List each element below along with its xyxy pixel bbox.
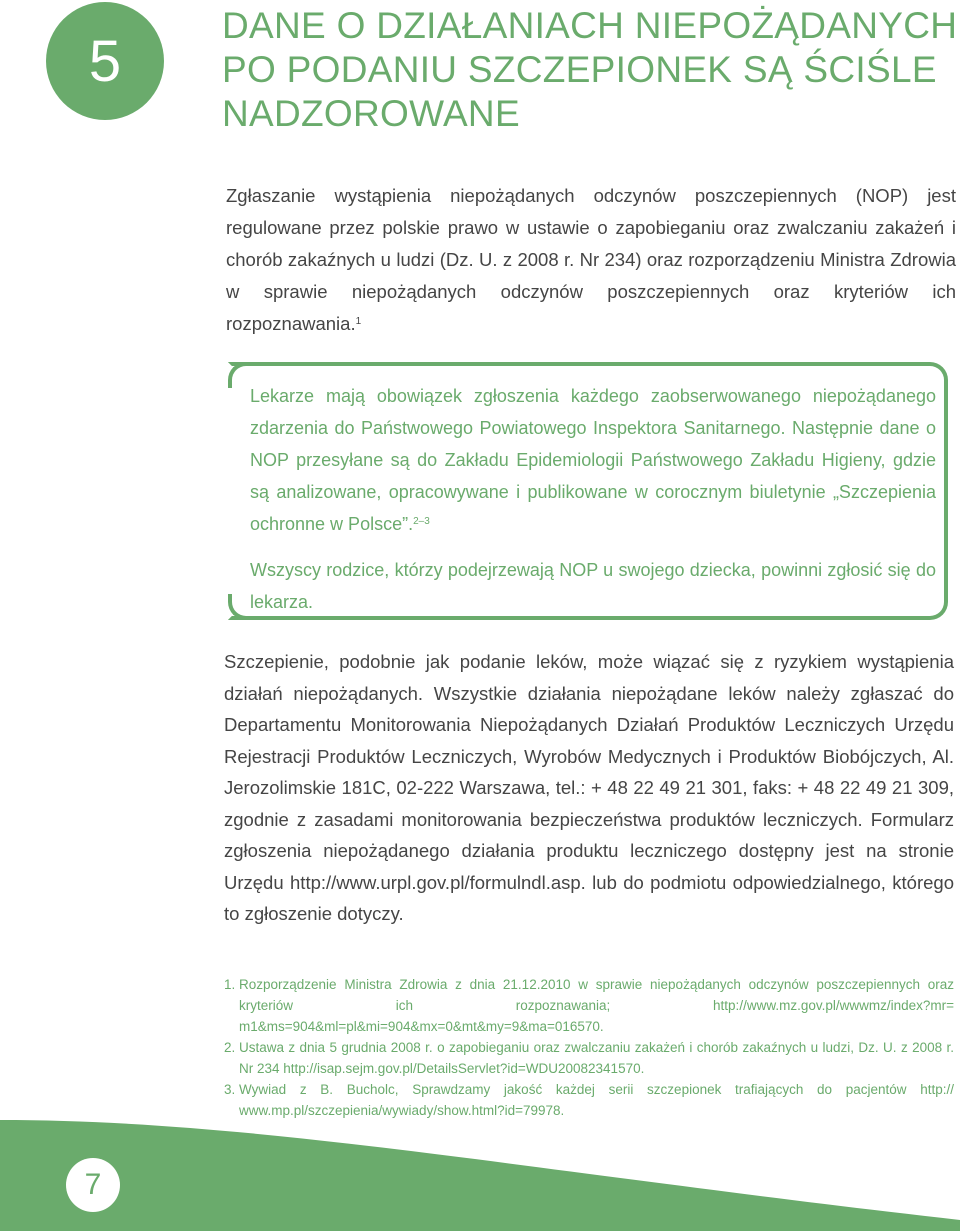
page-number-badge <box>66 1158 120 1212</box>
section-number: 5 <box>88 28 122 94</box>
title-line-3: NADZOROWANE <box>222 93 520 134</box>
box-paragraph-2: Wszyscy rodzice, którzy podejrzewają NOP u swojego dziecka, powinni zgłosić się do lekarza. <box>250 560 936 612</box>
title-line-1: DANE O DZIAŁANIACH NIEPOŻĄDANYCH <box>222 5 958 46</box>
section-title <box>222 4 958 136</box>
footer-wave <box>0 1100 960 1231</box>
footnotes <box>224 974 954 1121</box>
intro-footnote-ref: 1 <box>355 316 362 327</box>
intro-text: Zgłaszanie wystąpienia niepożądanych odczynów poszczepiennych (NOP) jest regulowane przez polskie prawo w ustawie o zapobieganiu oraz zwalczaniu zakażeń i chorób zakaźnych u ludzi (Dz. U. z 2008 r. Nr 234) oraz rozporządzeniu Ministra Zdrowia w sprawie niepożądanych odczynów poszczepiennych oraz kryteriów ich rozpoznawania. <box>226 185 956 334</box>
footnote-text: Wywiad z B. Bucholc, Sprawdzamy jakość każdej serii szczepionek trafiających do pacjentów http:// www.mp.pl/szczepienia/wywiady/show.html?id=79978. <box>239 1082 954 1118</box>
box-footnote-ref: 2–3 <box>413 516 430 527</box>
page-number: 7 <box>84 1168 102 1201</box>
footnote-number: 3. <box>224 1082 236 1097</box>
intro-paragraph <box>226 180 956 340</box>
box-paragraph-1-text: Lekarze mają obowiązek zgłoszenia każdego zaobserwowanego niepożądanego zdarzenia do Państwowego Powiatowego Inspektora Sanitarnego. Następnie dane o NOP przesyłane są do Zakładu Epidemiologii Państwowego Zakładu Higieny, gdzie są analizowane, opracowywane i publikowane w corocznym biuletynie „Szczepienia ochronne w Polsce”. <box>250 386 936 534</box>
footnote-item <box>224 1037 954 1079</box>
footer-wave-shape <box>0 1120 960 1231</box>
footnote-number: 1. <box>224 977 236 992</box>
section-number-badge <box>46 2 164 120</box>
title-line-2: PO PODANIU SZCZEPIONEK SĄ ŚCIŚLE <box>222 49 937 90</box>
footnote-number: 2. <box>224 1040 236 1055</box>
footnote-item <box>224 974 954 1037</box>
highlight-box-content <box>250 380 936 618</box>
footnote-text: Rozporządzenie Ministra Zdrowia z dnia 21.12.2010 w sprawie niepożądanych odczynów poszczepiennych oraz kryteriów ich rozpoznawania; http://www.mz.gov.pl/wwwmz/index?mr= m1&ms=904&ml=pl&mi=904&mx=0&mt&my=9&ma=016570. <box>239 977 954 1034</box>
footnote-text: Ustawa z dnia 5 grudnia 2008 r. o zapobieganiu oraz zwalczaniu zakażeń i chorób zakaźnych u ludzi, Dz. U. z 2008 r. Nr 234 http://isap.sejm.gov.pl/DetailsServlet?id=WDU20082341570. <box>239 1040 954 1076</box>
body-paragraph: Szczepienie, podobnie jak podanie leków, może wiązać się z ryzykiem wystąpienia działań niepożądanych. Wszystkie działania niepożądane leków należy zgłaszać do Departamentu Monitorowania Niepożądanych Działań Produktów Leczniczych Urzędu Rejestracji Produktów Leczniczych, Wyrobów Medycznych i Produktów Biobójczych, Al. Jerozolimskie 181C, 02-222 Warszawa, tel.: + 48 22 49 21 301, faks: + 48 22 49 21 309, zgodnie z zasadami monitorowania bezpieczeństwa produktów leczniczych. Formularz zgłoszenia niepożądanego działania produktu leczniczego dostępny jest na stronie Urzędu http://www.urpl.gov.pl/formulndl.asp. lub do podmiotu odpowiedzialnego, którego to zgłoszenie dotyczy. <box>224 651 954 924</box>
highlight-box <box>228 362 948 620</box>
box-paragraph-1 <box>250 380 936 540</box>
